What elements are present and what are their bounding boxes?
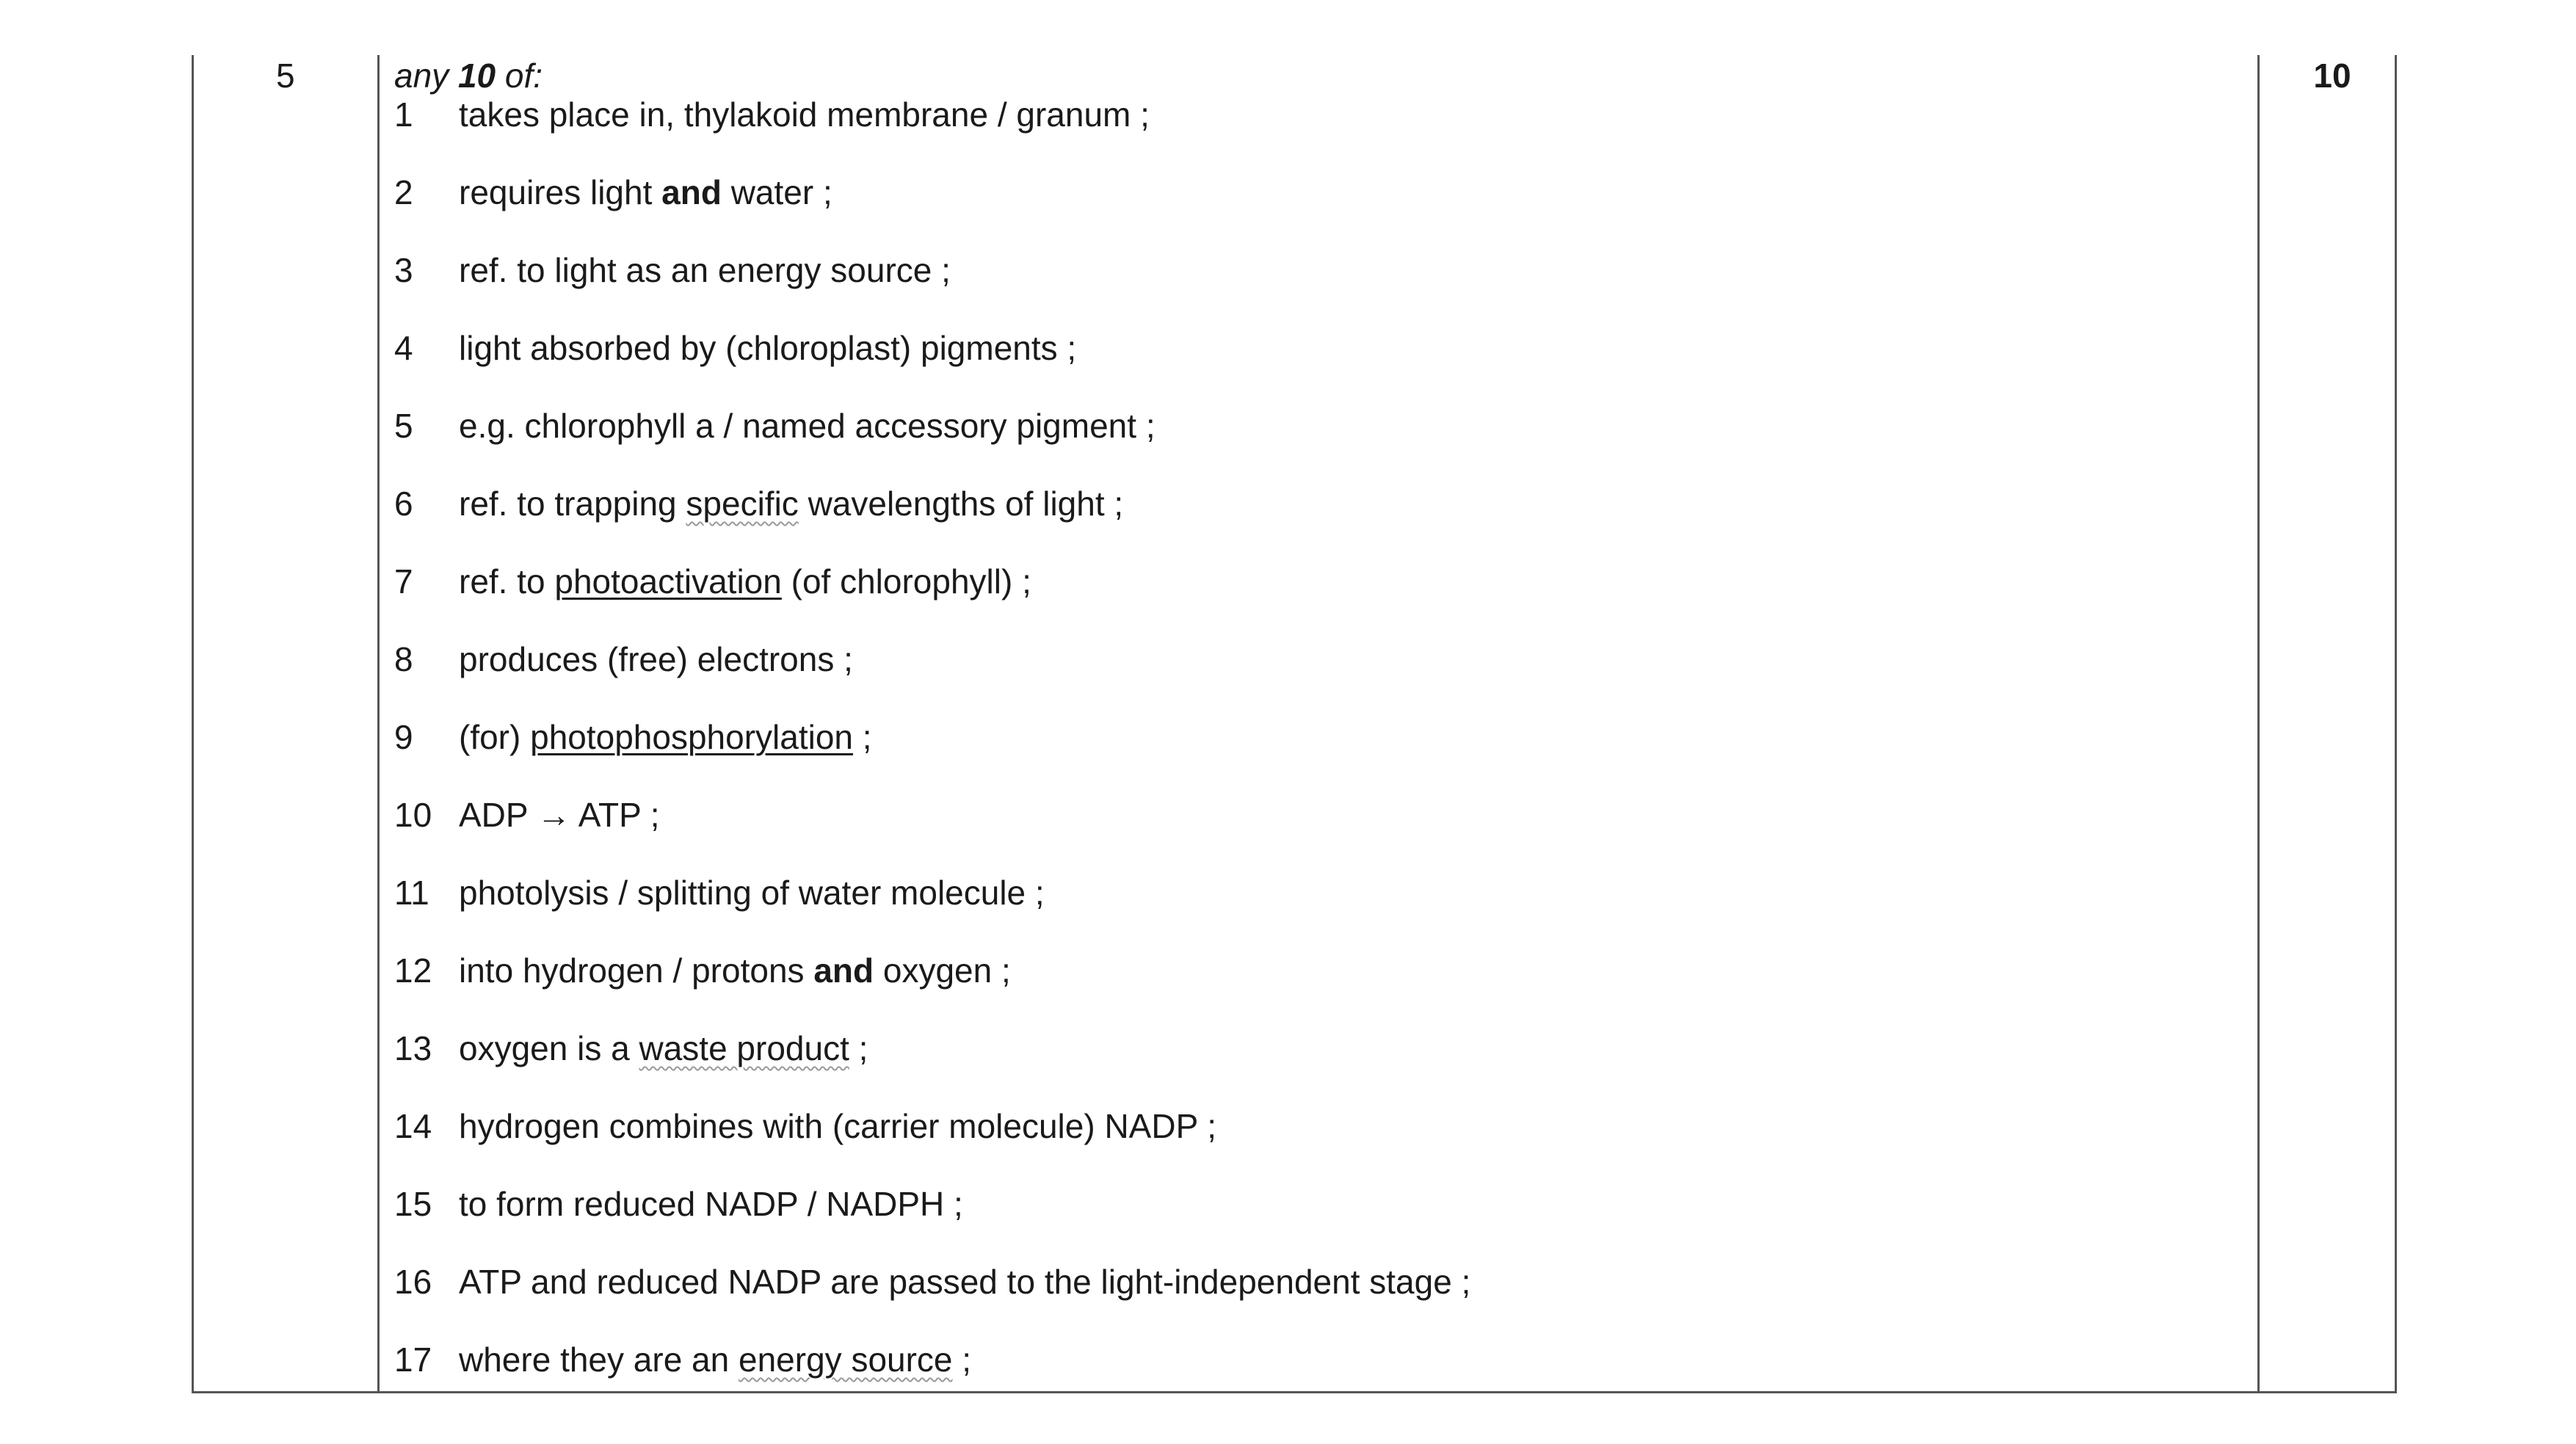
emphasis-text: and: [661, 173, 722, 211]
marking-point-text: [459, 794, 660, 835]
point-text-segment: oxygen is a: [459, 1029, 639, 1067]
underlined-keyword: photoactivation: [554, 562, 782, 601]
point-text-segment: ;: [849, 1029, 868, 1067]
point-text-segment: produces (free) electrons ;: [459, 640, 853, 678]
point-text-segment: water ;: [721, 173, 832, 211]
point-text-segment: where they are an: [459, 1340, 739, 1379]
question-number: 5: [276, 57, 295, 95]
marking-point-text: [459, 1028, 868, 1069]
marking-point-number: 6: [394, 485, 413, 523]
marking-point-text: [459, 1183, 963, 1225]
total-marks: 10: [2313, 57, 2351, 95]
marking-point-number: 13: [394, 1029, 432, 1067]
point-text-segment: requires light: [459, 173, 662, 211]
marking-point-text: [459, 1261, 1470, 1302]
marking-point-number: 1: [394, 95, 413, 134]
point-text-segment: ;: [952, 1340, 972, 1379]
marking-point-text: [459, 950, 1011, 991]
marking-point-text: [459, 483, 1123, 524]
point-text-segment: (of chlorophyll) ;: [781, 562, 1031, 601]
marking-point-text: [459, 327, 1076, 369]
marking-point-text: [459, 561, 1031, 602]
point-text-segment: light absorbed by (chloroplast) pigments ;: [459, 329, 1077, 367]
point-text-segment: takes place in, thylakoid membrane / granum ;: [459, 95, 1150, 134]
point-text-segment: (for): [459, 718, 531, 756]
marking-point-text: [459, 1339, 971, 1380]
point-text-segment: e.g. chlorophyll a / named accessory pigment ;: [459, 407, 1155, 445]
point-text-segment: ADP → ATP ;: [459, 796, 660, 834]
marking-point-text: [459, 1106, 1216, 1147]
point-text-segment: ;: [853, 718, 872, 756]
marking-point-number: 5: [394, 407, 413, 445]
instruction-prefix: any: [394, 57, 458, 95]
flagged-keyword: specific: [686, 485, 799, 523]
marking-point-number: 10: [394, 796, 432, 834]
instruction-suffix: of:: [496, 57, 543, 95]
point-text-segment: ref. to trapping: [459, 485, 686, 523]
point-text-segment: ref. to: [459, 562, 555, 601]
point-text-segment: to form reduced NADP / NADPH ;: [459, 1185, 963, 1223]
marking-point-number: 17: [394, 1340, 432, 1379]
flagged-keyword: waste product: [639, 1029, 849, 1067]
column-divider-question: [377, 55, 380, 1391]
emphasis-text: and: [813, 951, 874, 990]
marking-point-text: [459, 872, 1045, 913]
marking-point-number: 7: [394, 562, 413, 601]
point-text-segment: photolysis / splitting of water molecule ;: [459, 874, 1045, 912]
point-text-segment: ATP and reduced NADP are passed to the light-independent stage ;: [459, 1263, 1471, 1301]
point-text-segment: wavelengths of light ;: [798, 485, 1124, 523]
marking-point-text: [459, 172, 832, 213]
instruction-count: 10: [457, 57, 496, 95]
marking-point-number: 11: [394, 874, 429, 912]
marking-point-text: [459, 716, 872, 758]
marking-point-number: 12: [394, 951, 432, 990]
marking-point-number: 14: [394, 1107, 432, 1145]
point-text-segment: into hydrogen / protons: [459, 951, 814, 990]
marking-point-text: [459, 639, 853, 680]
marking-point-number: 15: [394, 1185, 432, 1223]
marking-point-number: 9: [394, 718, 413, 756]
flagged-keyword: energy source: [739, 1340, 953, 1379]
marking-point-number: 3: [394, 251, 413, 289]
marking-point-number: 8: [394, 640, 413, 678]
marking-point-number: 4: [394, 329, 413, 367]
marking-instruction: [394, 55, 543, 96]
marking-point-text: [459, 405, 1155, 446]
mark-scheme-table: [192, 55, 2397, 1393]
underlined-keyword: photophosphorylation: [530, 718, 854, 756]
marking-point-number: 16: [394, 1263, 432, 1301]
point-text-segment: oxygen ;: [874, 951, 1011, 990]
marking-point-number: 2: [394, 173, 413, 211]
marking-point-text: [459, 94, 1150, 135]
column-divider-marks: [2257, 55, 2260, 1391]
point-text-segment: ref. to light as an energy source ;: [459, 251, 951, 289]
point-text-segment: hydrogen combines with (carrier molecule) NADP ;: [459, 1107, 1216, 1145]
marking-point-text: [459, 250, 951, 291]
